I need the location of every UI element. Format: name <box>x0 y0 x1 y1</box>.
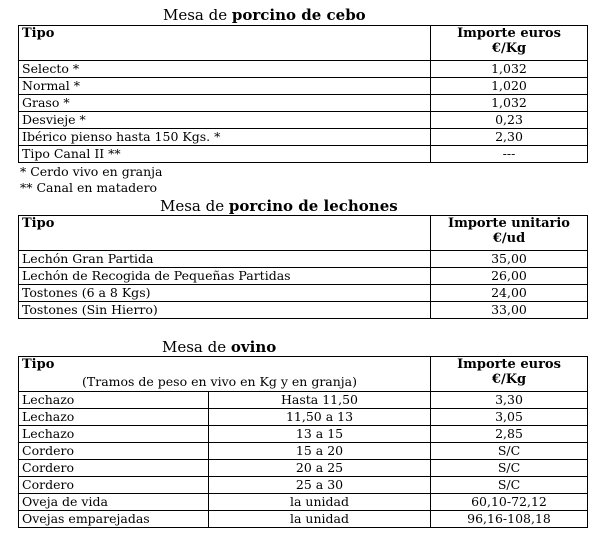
cebo-tipo-cell: Selecto * <box>19 61 431 78</box>
table-row <box>19 285 588 302</box>
ovino-title-prefix: Mesa de <box>162 338 231 356</box>
table-row <box>19 511 588 528</box>
ovino-tipo-cell: Ovejas emparejadas <box>19 511 209 528</box>
ovino-header-sub: (Tramos de peso en vivo en Kg y en granja) <box>82 374 358 389</box>
ovino-tramo-cell: la unidad <box>209 494 431 511</box>
lechones-header-importe <box>431 216 588 251</box>
lechones-importe-cell: 33,00 <box>431 302 588 319</box>
cebo-header-importe-line1: Importe euros <box>457 26 561 41</box>
ovino-tipo-cell: Cordero <box>19 477 209 494</box>
cebo-title-prefix: Mesa de <box>163 6 232 24</box>
ovino-tramo-cell: 20 a 25 <box>209 460 431 477</box>
cebo-tipo-cell: Desvieje * <box>19 112 431 129</box>
ovino-importe-cell: 96,16-108,18 <box>431 511 588 528</box>
table-row <box>19 251 588 268</box>
ovino-header-tipo: Tipo <box>22 357 55 372</box>
ovino-tramo-cell: 13 a 15 <box>209 426 431 443</box>
ovino-title-bold: ovino <box>230 338 277 356</box>
ovino-importe-cell: 3,30 <box>431 392 588 409</box>
cebo-importe-cell: 0,23 <box>431 112 588 129</box>
lechones-tipo-cell: Lechón de Recogida de Pequeñas Partidas <box>19 268 431 285</box>
table-row <box>19 392 588 409</box>
table-row <box>19 443 588 460</box>
ovino-tipo-cell: Cordero <box>19 443 209 460</box>
ovino-tramo-cell: 15 a 20 <box>209 443 431 460</box>
cebo-header-importe-line2: €/Kg <box>491 41 527 56</box>
ovino-importe-cell: 60,10-72,12 <box>431 494 588 511</box>
lechones-importe-cell: 26,00 <box>431 268 588 285</box>
lechones-importe-cell: 35,00 <box>431 251 588 268</box>
table-row <box>19 61 588 78</box>
ovino-tipo-cell: Oveja de vida <box>19 494 209 511</box>
cebo-table <box>18 25 588 163</box>
ovino-importe-cell: 3,05 <box>431 409 588 426</box>
ovino-table <box>18 356 588 528</box>
lechones-tipo-cell: Tostones (Sin Hierro) <box>19 302 431 319</box>
ovino-tipo-cell: Lechazo <box>19 409 209 426</box>
lechones-header-importe-line1: Importe unitario <box>448 216 570 231</box>
lechones-title-prefix: Mesa de <box>160 197 229 215</box>
table-row <box>19 477 588 494</box>
ovino-tipo-cell: Cordero <box>19 460 209 477</box>
lechones-header-tipo: Tipo <box>19 216 431 251</box>
table-row <box>19 129 588 146</box>
table-row <box>19 409 588 426</box>
ovino-header-importe-line1: Importe euros <box>457 357 561 372</box>
ovino-tramo-cell: la unidad <box>209 511 431 528</box>
cebo-tipo-cell: Graso * <box>19 95 431 112</box>
ovino-title <box>0 339 602 356</box>
table-header-row <box>19 357 588 392</box>
cebo-importe-cell: 1,032 <box>431 61 588 78</box>
lechones-tipo-cell: Tostones (6 a 8 Kgs) <box>19 285 431 302</box>
lechones-title-bold: porcino de lechones <box>228 197 398 215</box>
ovino-importe-cell: S/C <box>431 477 588 494</box>
table-row <box>19 494 588 511</box>
ovino-tipo-cell: Lechazo <box>19 426 209 443</box>
table-header-row <box>19 26 588 61</box>
table-row <box>19 302 588 319</box>
table-row <box>19 95 588 112</box>
ovino-tramo-cell: 25 a 30 <box>209 477 431 494</box>
ovino-header-importe <box>431 357 588 392</box>
cebo-note-2: ** Canal en matadero <box>20 180 158 195</box>
table-row <box>19 268 588 285</box>
cebo-importe-cell: --- <box>431 146 588 163</box>
cebo-tipo-cell: Tipo Canal II ** <box>19 146 431 163</box>
cebo-importe-cell: 1,020 <box>431 78 588 95</box>
ovino-importe-cell: S/C <box>431 443 588 460</box>
table-row <box>19 112 588 129</box>
table-row <box>19 146 588 163</box>
table-row <box>19 78 588 95</box>
lechones-table <box>18 215 588 319</box>
cebo-importe-cell: 2,30 <box>431 129 588 146</box>
cebo-tipo-cell: Ibérico pienso hasta 150 Kgs. * <box>19 129 431 146</box>
table-header-row <box>19 216 588 251</box>
cebo-tipo-cell: Normal * <box>19 78 431 95</box>
table-row <box>19 426 588 443</box>
ovino-tramo-cell: 11,50 a 13 <box>209 409 431 426</box>
cebo-title <box>0 7 602 24</box>
ovino-importe-cell: 2,85 <box>431 426 588 443</box>
cebo-header-importe <box>431 26 588 61</box>
cebo-note-1: * Cerdo vivo en granja <box>20 164 163 179</box>
ovino-tipo-cell: Lechazo <box>19 392 209 409</box>
table-row <box>19 460 588 477</box>
ovino-importe-cell: S/C <box>431 460 588 477</box>
cebo-header-tipo: Tipo <box>19 26 431 61</box>
ovino-header-tipo-cell <box>19 357 431 392</box>
cebo-title-bold: porcino de cebo <box>231 6 366 24</box>
lechones-title <box>0 198 602 215</box>
lechones-importe-cell: 24,00 <box>431 285 588 302</box>
cebo-importe-cell: 1,032 <box>431 95 588 112</box>
lechones-header-importe-line2: €/ud <box>492 231 526 246</box>
lechones-tipo-cell: Lechón Gran Partida <box>19 251 431 268</box>
ovino-header-importe-line2: €/Kg <box>491 372 527 387</box>
ovino-tramo-cell: Hasta 11,50 <box>209 392 431 409</box>
